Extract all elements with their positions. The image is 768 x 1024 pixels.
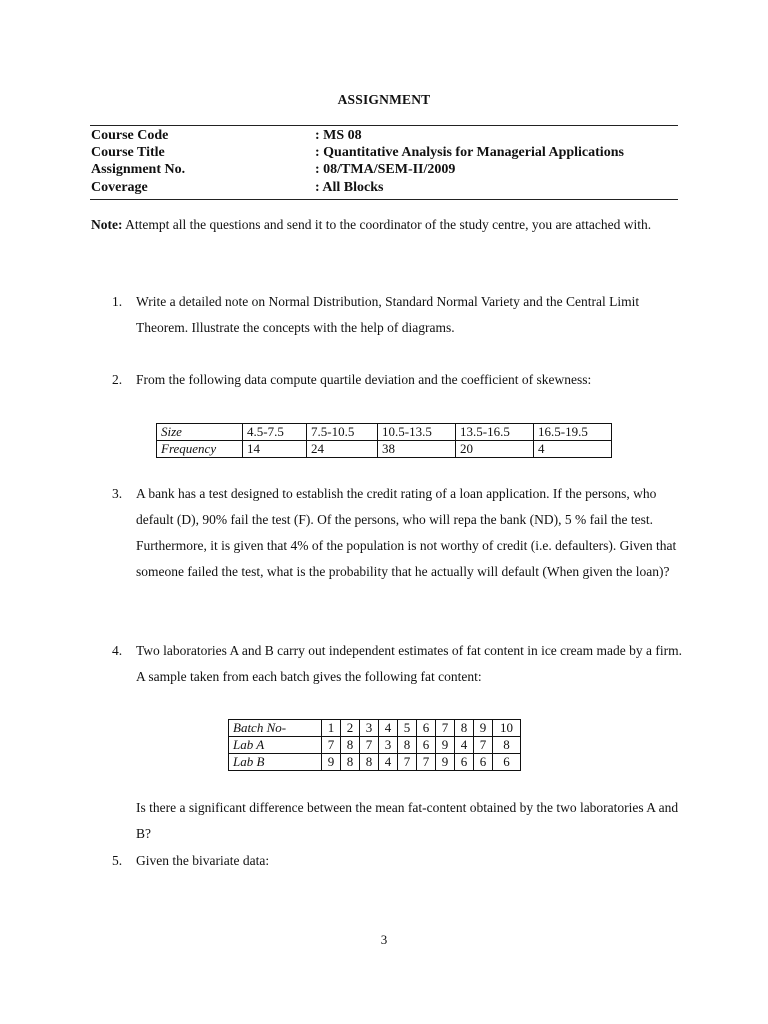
table-cell: Lab B	[229, 754, 322, 771]
table-cell: 8	[493, 737, 521, 754]
table-cell: 6	[455, 754, 474, 771]
table-cell: 10	[493, 720, 521, 737]
table-cell: 13.5-16.5	[456, 424, 534, 441]
question-number: 1.	[112, 294, 123, 309]
table-cell: 7	[322, 737, 341, 754]
question-number: 2.	[112, 372, 123, 387]
table-cell: 4	[379, 754, 398, 771]
meta-course-code	[91, 127, 681, 144]
table-row	[157, 441, 612, 458]
table-cell: 7	[474, 737, 493, 754]
question-text: Write a detailed note on Normal Distribution, Standard Normal Variety and the Central Limit Theorem. Illustrate the concepts with the help of diagrams.	[136, 294, 640, 335]
table-row	[229, 720, 521, 737]
table-cell: 7	[436, 720, 455, 737]
table-cell: 9	[474, 720, 493, 737]
table-cell: 4.5-7.5	[243, 424, 307, 441]
table-cell: 4	[455, 737, 474, 754]
meta-value: : Quantitative Analysis for Managerial Applications	[315, 145, 624, 160]
meta-key: Assignment No.	[91, 162, 186, 177]
table-cell: 9	[436, 737, 455, 754]
table-cell: 4	[379, 720, 398, 737]
question-text: Is there a significant difference between the mean fat-content obtained by the two laboratories A and B?	[136, 800, 679, 841]
question-number: 4.	[112, 643, 123, 658]
note-label: Note:	[91, 217, 123, 232]
meta-key: Course Title	[91, 145, 165, 160]
table-cell: 7	[417, 754, 436, 771]
table-cell: 9	[436, 754, 455, 771]
top-rule	[90, 125, 678, 126]
meta-coverage	[91, 179, 681, 196]
question-text: Two laboratories A and B carry out independent estimates of fat content in ice cream made by a firm. A sample taken from each batch gives the following fat content:	[136, 643, 682, 684]
meta-value: : 08/TMA/SEM-II/2009	[315, 162, 456, 177]
table-cell: 8	[455, 720, 474, 737]
question-text: A bank has a test designed to establish the credit rating of a loan application. If the persons, who default (D), 90% fail the test (F). Of the persons, who will repa the bank (ND), 5 % fail the test. Furthermore, it is given that 4% of the population is not worthy of credit (i.e. defaulters). Given that someone failed the test, what is the probability that he actually will default (When given the loan)?	[136, 486, 677, 579]
table-row	[157, 424, 612, 441]
table-cell: 10.5-13.5	[378, 424, 456, 441]
table-cell: Batch No-	[229, 720, 322, 737]
question-5	[112, 848, 682, 874]
meta-key: Course Code	[91, 128, 169, 143]
question-number: 5.	[112, 853, 123, 868]
note-paragraph	[91, 216, 677, 234]
table-cell: 4	[534, 441, 612, 458]
question-number: 3.	[112, 486, 123, 501]
table-cell: 7.5-10.5	[307, 424, 378, 441]
table-cell: Frequency	[157, 441, 243, 458]
table-cell: 24	[307, 441, 378, 458]
table-cell: 3	[379, 737, 398, 754]
question-text: Given the bivariate data:	[136, 853, 270, 868]
question-4	[112, 638, 682, 690]
table-cell: 6	[493, 754, 521, 771]
note-text: Attempt all the questions and send it to the coordinator of the study centre, you are attached with.	[122, 217, 652, 232]
lab-fat-content-table	[228, 719, 521, 771]
table-cell: 9	[322, 754, 341, 771]
table-cell: 14	[243, 441, 307, 458]
table-row	[229, 754, 521, 771]
question-4-followup	[112, 795, 682, 847]
table-cell: 20	[456, 441, 534, 458]
table-cell: 7	[398, 754, 417, 771]
table-cell: 1	[322, 720, 341, 737]
assignment-title: ASSIGNMENT	[337, 92, 431, 107]
meta-key: Coverage	[91, 180, 148, 195]
question-3	[112, 481, 682, 611]
meta-assignment-no	[91, 161, 681, 178]
table-cell: 2	[341, 720, 360, 737]
table-cell: 6	[417, 720, 436, 737]
table-cell: 7	[360, 737, 379, 754]
table-cell: 38	[378, 441, 456, 458]
question-text: From the following data compute quartile deviation and the coefficient of skewness:	[136, 372, 592, 387]
meta-value: : MS 08	[315, 128, 362, 143]
meta-value: : All Blocks	[315, 180, 384, 195]
size-frequency-table	[156, 423, 612, 458]
table-row	[229, 737, 521, 754]
table-cell: 8	[341, 737, 360, 754]
question-2	[112, 367, 682, 393]
page-number: 3	[380, 932, 388, 947]
bottom-rule	[90, 199, 678, 200]
question-1	[112, 289, 682, 341]
table-cell: Size	[157, 424, 243, 441]
table-cell: Lab A	[229, 737, 322, 754]
table-cell: 8	[398, 737, 417, 754]
table-cell: 5	[398, 720, 417, 737]
meta-course-title	[91, 144, 681, 161]
table-cell: 3	[360, 720, 379, 737]
table-cell: 8	[341, 754, 360, 771]
table-cell: 16.5-19.5	[534, 424, 612, 441]
table-cell: 6	[417, 737, 436, 754]
table-cell: 6	[474, 754, 493, 771]
table-cell: 8	[360, 754, 379, 771]
